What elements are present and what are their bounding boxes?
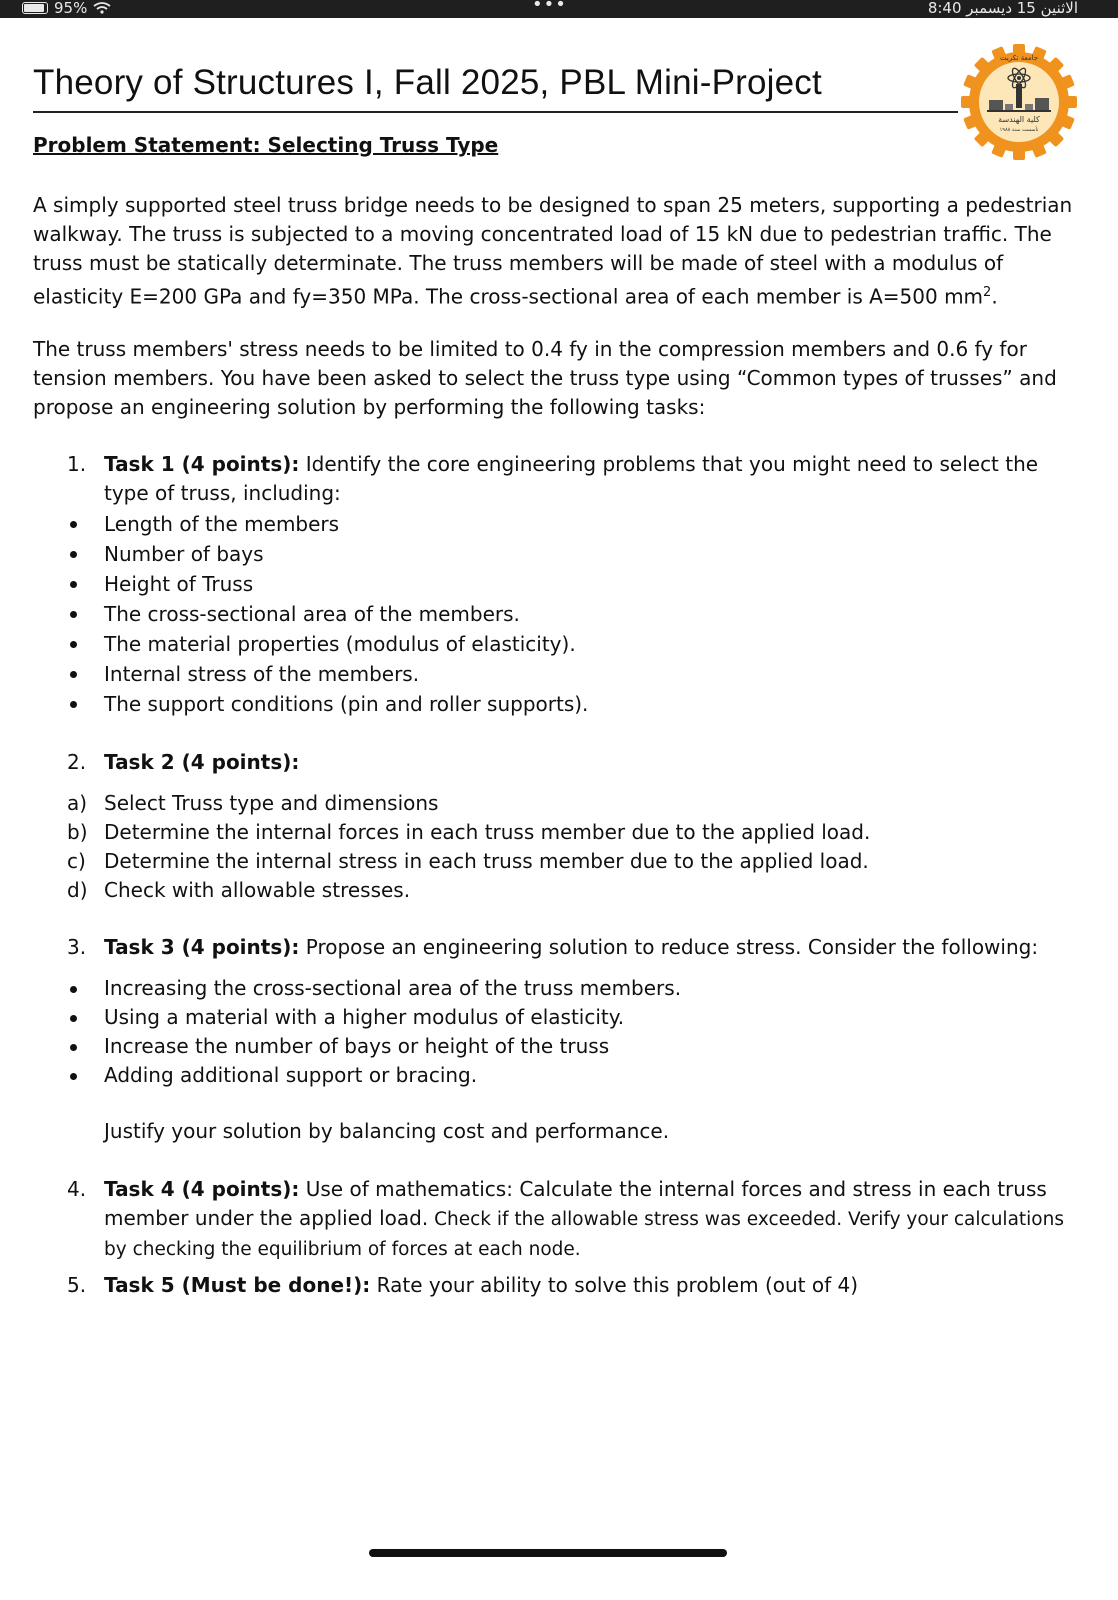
item-text: Determine the internal stress in each truss member due to the applied load. [104, 849, 869, 873]
logo-bottom-text: كلية الهندسة [998, 115, 1040, 124]
item-text: Select Truss type and dimensions [104, 791, 439, 815]
task-text-small: Check if the allowable stress was exceeded. Verify your calculations by checking the equilibrium of forces at each node. [104, 1209, 1064, 1260]
item-marker: c) [67, 849, 86, 873]
item-marker: b) [67, 820, 88, 844]
task-heading: Task 3 (4 points): [104, 935, 300, 959]
task-2-subitems [67, 789, 870, 905]
logo-year-text: تأسست سنة ١٩٨٨ [999, 127, 1039, 133]
task-text: Use of mathematics: Calculate the internal forces and stress in each truss member under the applied load. [104, 1177, 1047, 1230]
list-item [67, 876, 870, 905]
task-3-bullets [67, 974, 681, 1090]
task-text: Rate your ability to solve this problem (out of 4) [370, 1273, 859, 1297]
task-number: 4. [67, 1177, 87, 1201]
intro-paragraph-1-text: A simply supported steel truss bridge needs to be designed to span 25 meters, supporting a pedestrian walkway. The truss is subjected to a moving concentrated load of 15 kN due to pedestrian traffic. The truss must be statically determinate. The truss members will be made of steel with a modulus of elasticity E=200 GPa and fy=350 MPa. The cross-sectional area of each member is A=500 mm [33, 193, 1073, 309]
intro-paragraph-1-end: . [991, 284, 998, 309]
task-number: 5. [67, 1273, 87, 1297]
list-item: The support conditions (pin and roller supports). [67, 689, 588, 719]
item-text: Check with allowable stresses. [104, 878, 411, 902]
list-item: Height of Truss [67, 569, 588, 599]
list-item: Adding additional support or bracing. [67, 1061, 681, 1090]
multitask-dots[interactable]: ••• [532, 0, 567, 15]
title-divider [33, 111, 958, 113]
list-item: The material properties (modulus of elasticity). [67, 629, 588, 659]
list-item [67, 789, 870, 818]
task-number: 2. [67, 750, 87, 774]
list-item [67, 847, 870, 876]
list-item: Internal stress of the members. [67, 659, 588, 689]
status-bar [0, 0, 1118, 18]
superscript: 2 [983, 285, 992, 300]
battery-level: 95% [54, 0, 88, 17]
home-indicator[interactable] [369, 1549, 727, 1557]
task-3-justify: Justify your solution by balancing cost and performance. [104, 1119, 670, 1143]
item-marker: a) [67, 791, 88, 815]
task-text: Propose an engineering solution to reduce stress. Consider the following: [299, 935, 1039, 959]
intro-paragraph-1 [33, 191, 1078, 312]
logo-top-text: جامعة تكريت [999, 54, 1039, 62]
task-number: 3. [67, 935, 87, 959]
page-title: Theory of Structures I, Fall 2025, PBL Mini-Project [33, 63, 822, 102]
task-heading: Task 2 (4 points): [104, 750, 300, 774]
list-item: Number of bays [67, 539, 588, 569]
task-heading: Task 4 (4 points): [104, 1177, 300, 1201]
problem-statement-heading: Problem Statement: Selecting Truss Type [33, 133, 499, 157]
list-item: Length of the members [67, 509, 588, 539]
item-text: Determine the internal forces in each truss member due to the applied load. [104, 820, 871, 844]
status-datetime: الاثنين 15 ديسمبر 8:40 [927, 0, 1078, 17]
list-item: Increase the number of bays or height of the truss [67, 1032, 681, 1061]
task-text: Identify the core engineering problems that you might need to select the type of truss, including: [104, 452, 1039, 505]
list-item: Using a material with a higher modulus of elasticity. [67, 1003, 681, 1032]
university-logo [955, 38, 1083, 166]
task-heading: Task 1 (4 points): [104, 452, 300, 476]
intro-paragraph-2: The truss members' stress needs to be limited to 0.4 fy in the compression members and 0.6 fy for tension members. You have been asked to select the truss type using “Common types of trusses” and propose an engineering solution by performing the following tasks: [33, 337, 1057, 419]
list-item [67, 818, 870, 847]
list-item: The cross-sectional area of the members. [67, 599, 588, 629]
battery-icon [22, 2, 48, 14]
status-left [22, 0, 111, 17]
task-number: 1. [67, 452, 87, 476]
task-1-bullets [67, 509, 588, 719]
item-marker: d) [67, 878, 88, 902]
list-item: Increasing the cross-sectional area of the truss members. [67, 974, 681, 1003]
wifi-icon [93, 2, 111, 14]
task-heading: Task 5 (Must be done!): [104, 1273, 371, 1297]
